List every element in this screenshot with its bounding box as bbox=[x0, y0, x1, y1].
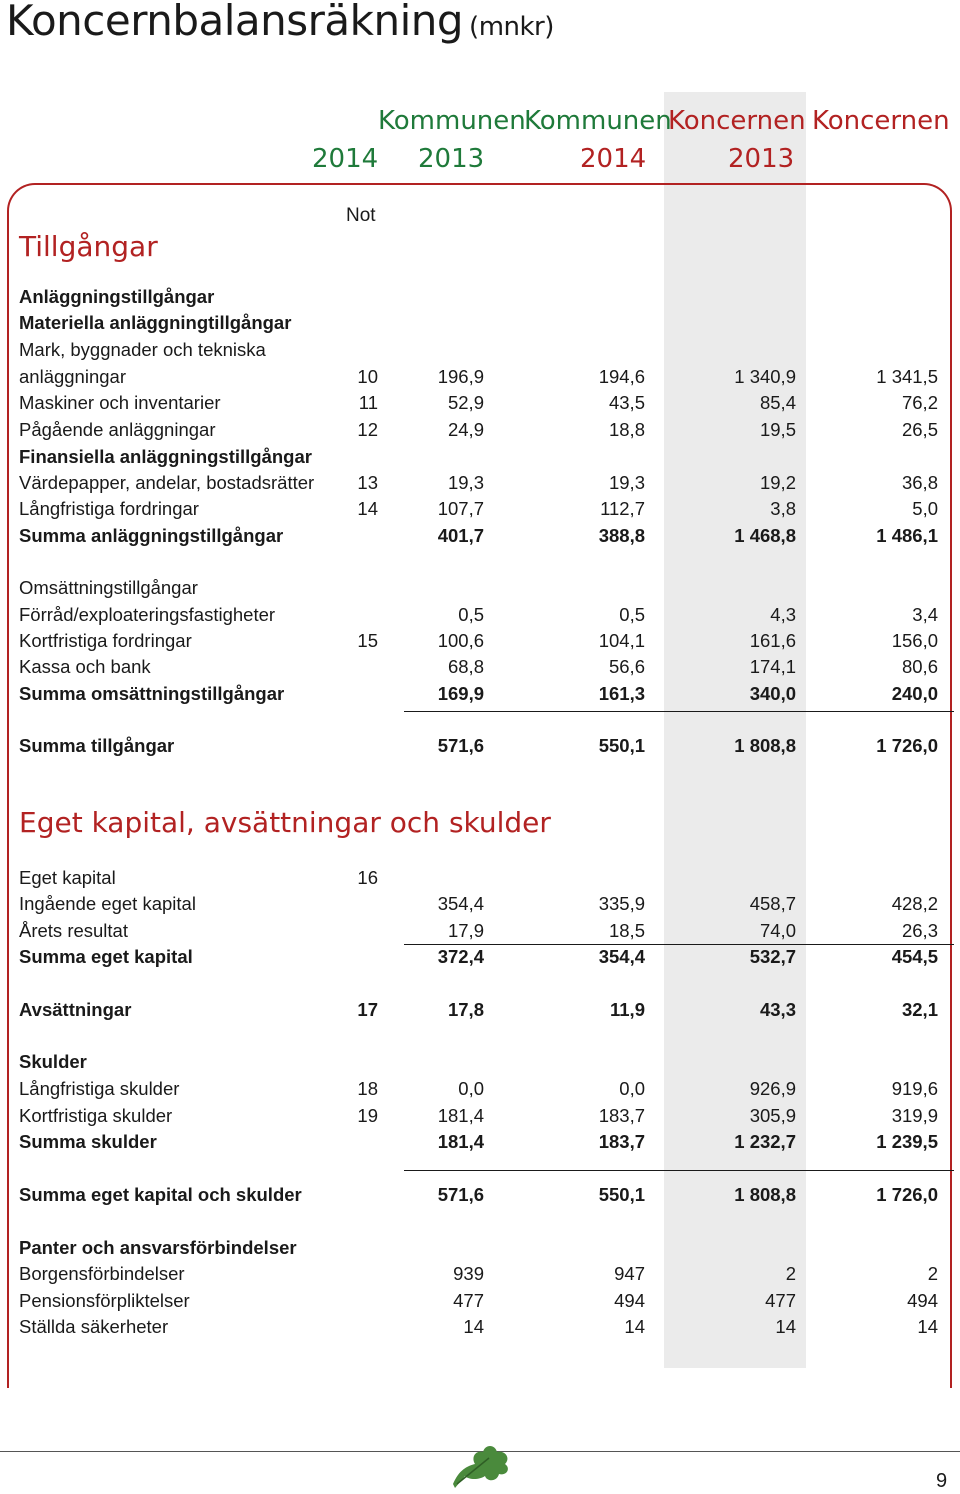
cell-kommunen-2013: 194,6 bbox=[598, 366, 645, 387]
cell-koncernen-2013: 1 239,5 bbox=[876, 1131, 938, 1152]
row-label: Ställda säkerheter bbox=[19, 1316, 169, 1337]
row-label: anläggningar bbox=[19, 366, 126, 387]
row-label: Årets resultat bbox=[19, 920, 128, 941]
cell-koncernen-2014: 14 bbox=[775, 1316, 796, 1337]
cell-kommunen-2014: 100,6 bbox=[437, 630, 484, 651]
cell-koncernen-2013: 14 bbox=[917, 1316, 938, 1337]
cell-kommunen-2014: 372,4 bbox=[437, 946, 484, 967]
cell-koncernen-2014: 3,8 bbox=[770, 498, 796, 519]
cell-kommunen-2013: 18,5 bbox=[608, 920, 645, 941]
cell-kommunen-2014: 354,4 bbox=[437, 893, 484, 914]
cell-koncernen-2014: 19,5 bbox=[759, 419, 796, 440]
cell-koncernen-2013: 32,1 bbox=[901, 999, 938, 1020]
table-row bbox=[0, 735, 960, 761]
cell-koncernen-2013: 1 486,1 bbox=[876, 525, 938, 546]
row-not: 18 bbox=[357, 1078, 378, 1099]
col-header-year-2: 2013 bbox=[418, 144, 485, 174]
cell-kommunen-2013: 112,7 bbox=[600, 498, 645, 519]
cell-koncernen-2014: 1 232,7 bbox=[734, 1131, 796, 1152]
row-label: Maskiner och inventarier bbox=[19, 392, 221, 413]
col-header-year-3: 2014 bbox=[580, 144, 647, 174]
cell-koncernen-2014: 43,3 bbox=[759, 999, 796, 1020]
table-row bbox=[0, 1131, 960, 1157]
cell-koncernen-2013: 80,6 bbox=[901, 656, 938, 677]
row-label: Panter och ansvarsförbindelser bbox=[19, 1237, 297, 1258]
cell-kommunen-2013: 104,1 bbox=[598, 630, 645, 651]
cell-kommunen-2014: 169,9 bbox=[437, 683, 484, 704]
row-label: Värdepapper, andelar, bostadsrätter bbox=[19, 472, 315, 493]
cell-kommunen-2013: 335,9 bbox=[598, 893, 645, 914]
row-label: Kortfristiga fordringar bbox=[19, 630, 192, 651]
cell-kommunen-2014: 14 bbox=[463, 1316, 484, 1337]
cell-koncernen-2014: 458,7 bbox=[749, 893, 796, 914]
table-row bbox=[0, 339, 960, 365]
cell-kommunen-2014: 477 bbox=[453, 1290, 484, 1311]
row-label: Borgensförbindelser bbox=[19, 1263, 185, 1284]
cell-kommunen-2014: 17,9 bbox=[447, 920, 484, 941]
cell-koncernen-2013: 76,2 bbox=[901, 392, 938, 413]
cell-kommunen-2013: 183,7 bbox=[598, 1105, 645, 1126]
cell-koncernen-2013: 428,2 bbox=[891, 893, 938, 914]
cell-kommunen-2014: 571,6 bbox=[437, 735, 484, 756]
page-number: 9 bbox=[936, 1470, 948, 1492]
cell-koncernen-2013: 36,8 bbox=[901, 472, 938, 493]
row-label: Kortfristiga skulder bbox=[19, 1105, 173, 1126]
row-not: 16 bbox=[357, 867, 378, 888]
cell-koncernen-2013: 26,5 bbox=[901, 419, 938, 440]
table-row bbox=[0, 312, 960, 338]
row-label: Avsättningar bbox=[19, 999, 132, 1020]
cell-koncernen-2014: 305,9 bbox=[749, 1105, 796, 1126]
table-row bbox=[0, 1078, 960, 1104]
row-label: Anläggningstillgångar bbox=[19, 286, 215, 307]
row-not: 15 bbox=[357, 630, 378, 651]
cell-koncernen-2014: 532,7 bbox=[749, 946, 796, 967]
table-row bbox=[0, 1105, 960, 1131]
cell-koncernen-2013: 5,0 bbox=[912, 498, 938, 519]
cell-kommunen-2013: 354,4 bbox=[598, 946, 645, 967]
row-label: Eget kapital bbox=[19, 867, 116, 888]
cell-koncernen-2013: 2 bbox=[927, 1263, 938, 1284]
cell-kommunen-2013: 388,8 bbox=[598, 525, 645, 546]
cell-kommunen-2013: 19,3 bbox=[608, 472, 645, 493]
table-row bbox=[0, 1237, 960, 1263]
cell-koncernen-2014: 19,2 bbox=[759, 472, 796, 493]
cell-koncernen-2014: 174,1 bbox=[749, 656, 796, 677]
cell-koncernen-2013: 1 341,5 bbox=[876, 366, 938, 387]
cell-koncernen-2013: 494 bbox=[907, 1290, 938, 1311]
table-row bbox=[0, 498, 960, 524]
cell-kommunen-2013: 14 bbox=[624, 1316, 645, 1337]
cell-koncernen-2013: 1 726,0 bbox=[876, 735, 938, 756]
cell-koncernen-2014: 340,0 bbox=[749, 683, 796, 704]
cell-kommunen-2014: 107,7 bbox=[437, 498, 484, 519]
cell-kommunen-2014: 939 bbox=[453, 1263, 484, 1284]
cell-koncernen-2013: 919,6 bbox=[891, 1078, 938, 1099]
cell-kommunen-2013: 18,8 bbox=[608, 419, 645, 440]
cell-koncernen-2014: 74,0 bbox=[759, 920, 796, 941]
row-label: Pensionsförpliktelser bbox=[19, 1290, 190, 1311]
table-row bbox=[0, 683, 960, 709]
table-row bbox=[0, 1184, 960, 1210]
table-row bbox=[0, 867, 960, 893]
cell-koncernen-2014: 2 bbox=[785, 1263, 796, 1284]
cell-kommunen-2014: 0,5 bbox=[458, 604, 484, 625]
table-row bbox=[0, 656, 960, 682]
cell-koncernen-2013: 319,9 bbox=[891, 1105, 938, 1126]
cell-kommunen-2014: 571,6 bbox=[437, 1184, 484, 1205]
row-not: 11 bbox=[358, 392, 378, 413]
cell-kommunen-2013: 494 bbox=[614, 1290, 645, 1311]
cell-koncernen-2013: 156,0 bbox=[891, 630, 938, 651]
cell-koncernen-2014: 1 340,9 bbox=[734, 366, 796, 387]
cell-koncernen-2013: 3,4 bbox=[912, 604, 938, 625]
cell-koncernen-2014: 926,9 bbox=[749, 1078, 796, 1099]
row-not: 13 bbox=[357, 472, 378, 493]
row-not: 19 bbox=[357, 1105, 378, 1126]
table-row bbox=[0, 472, 960, 498]
col-header-name-1: Kommunen bbox=[378, 106, 526, 136]
cell-kommunen-2014: 52,9 bbox=[447, 392, 484, 413]
row-not: 14 bbox=[357, 498, 378, 519]
table-row bbox=[0, 366, 960, 392]
cell-koncernen-2013: 1 726,0 bbox=[876, 1184, 938, 1205]
col-header-name-3: Koncernen bbox=[668, 106, 806, 136]
table-row bbox=[0, 1316, 960, 1342]
cell-kommunen-2014: 181,4 bbox=[437, 1105, 484, 1126]
table-row bbox=[0, 893, 960, 919]
table-row bbox=[0, 999, 960, 1025]
cell-kommunen-2013: 43,5 bbox=[608, 392, 645, 413]
row-label: Summa anläggningstillgångar bbox=[19, 525, 284, 546]
cell-kommunen-2014: 181,4 bbox=[437, 1131, 484, 1152]
cell-koncernen-2013: 240,0 bbox=[891, 683, 938, 704]
table-row bbox=[0, 604, 960, 630]
cell-kommunen-2013: 183,7 bbox=[598, 1131, 645, 1152]
row-label: Summa skulder bbox=[19, 1131, 157, 1152]
not-column-header: Not bbox=[346, 205, 376, 226]
cell-kommunen-2014: 0,0 bbox=[458, 1078, 484, 1099]
table-row bbox=[0, 446, 960, 472]
row-label: Materiella anläggningtillgångar bbox=[19, 312, 292, 333]
row-label: Finansiella anläggningstillgångar bbox=[19, 446, 312, 467]
rule-eget-kapital bbox=[404, 944, 954, 945]
row-label: Långfristiga skulder bbox=[19, 1078, 180, 1099]
table-row bbox=[0, 286, 960, 312]
cell-koncernen-2014: 1 468,8 bbox=[734, 525, 796, 546]
table-row bbox=[0, 577, 960, 603]
row-label: Summa eget kapital bbox=[19, 946, 193, 967]
cell-kommunen-2013: 947 bbox=[614, 1263, 645, 1284]
cell-koncernen-2014: 161,6 bbox=[749, 630, 796, 651]
table-row bbox=[0, 630, 960, 656]
row-not: 10 bbox=[357, 366, 378, 387]
oak-leaf-icon bbox=[445, 1440, 515, 1490]
cell-kommunen-2014: 24,9 bbox=[447, 419, 484, 440]
table-row bbox=[0, 525, 960, 551]
cell-kommunen-2013: 0,5 bbox=[619, 604, 645, 625]
col-header-name-4: Koncernen bbox=[812, 106, 950, 136]
row-label: Summa eget kapital och skulder bbox=[19, 1184, 302, 1205]
title-text: Koncernbalansräkning bbox=[6, 0, 464, 45]
row-label: Omsättningstillgångar bbox=[19, 577, 198, 598]
cell-koncernen-2014: 85,4 bbox=[759, 392, 796, 413]
cell-kommunen-2013: 0,0 bbox=[619, 1078, 645, 1099]
cell-kommunen-2014: 401,7 bbox=[437, 525, 484, 546]
cell-kommunen-2014: 196,9 bbox=[437, 366, 484, 387]
col-header-year-4: 2013 bbox=[728, 144, 795, 174]
cell-kommunen-2014: 68,8 bbox=[447, 656, 484, 677]
table-row bbox=[0, 419, 960, 445]
section-heading-equity: Eget kapital, avsättningar och skulder bbox=[19, 806, 551, 839]
cell-koncernen-2013: 26,3 bbox=[901, 920, 938, 941]
cell-kommunen-2013: 550,1 bbox=[598, 735, 645, 756]
row-label: Kassa och bank bbox=[19, 656, 151, 677]
table-row bbox=[0, 1290, 960, 1316]
cell-kommunen-2014: 19,3 bbox=[447, 472, 484, 493]
table-row bbox=[0, 1051, 960, 1077]
cell-kommunen-2014: 17,8 bbox=[447, 999, 484, 1020]
row-not: 17 bbox=[357, 999, 378, 1020]
cell-kommunen-2013: 161,3 bbox=[598, 683, 645, 704]
cell-koncernen-2014: 1 808,8 bbox=[734, 1184, 796, 1205]
row-label: Ingående eget kapital bbox=[19, 893, 196, 914]
rule-omsattning bbox=[404, 711, 954, 712]
col-header-name-2: Kommunen bbox=[524, 106, 672, 136]
table-row bbox=[0, 920, 960, 946]
cell-koncernen-2013: 454,5 bbox=[891, 946, 938, 967]
cell-koncernen-2014: 477 bbox=[765, 1290, 796, 1311]
col-header-year-1: 2014 bbox=[312, 144, 379, 174]
section-heading-assets: Tillgångar bbox=[19, 230, 158, 263]
cell-kommunen-2013: 550,1 bbox=[598, 1184, 645, 1205]
row-label: Skulder bbox=[19, 1051, 87, 1072]
row-label: Förråd/exploateringsfastigheter bbox=[19, 604, 276, 625]
row-label: Summa omsättningstillgångar bbox=[19, 683, 285, 704]
row-label: Långfristiga fordringar bbox=[19, 498, 199, 519]
cell-kommunen-2013: 56,6 bbox=[608, 656, 645, 677]
page-title bbox=[6, 0, 554, 45]
row-not: 12 bbox=[357, 419, 378, 440]
cell-kommunen-2013: 11,9 bbox=[610, 999, 645, 1020]
table-row bbox=[0, 392, 960, 418]
cell-koncernen-2014: 4,3 bbox=[770, 604, 796, 625]
row-label: Pågående anläggningar bbox=[19, 419, 216, 440]
cell-koncernen-2014: 1 808,8 bbox=[734, 735, 796, 756]
table-row bbox=[0, 1263, 960, 1289]
title-unit: (mnkr) bbox=[469, 12, 554, 42]
row-label: Mark, byggnader och tekniska bbox=[19, 339, 266, 360]
table-row bbox=[0, 946, 960, 972]
row-label: Summa tillgångar bbox=[19, 735, 175, 756]
rule-skulder bbox=[404, 1170, 954, 1171]
